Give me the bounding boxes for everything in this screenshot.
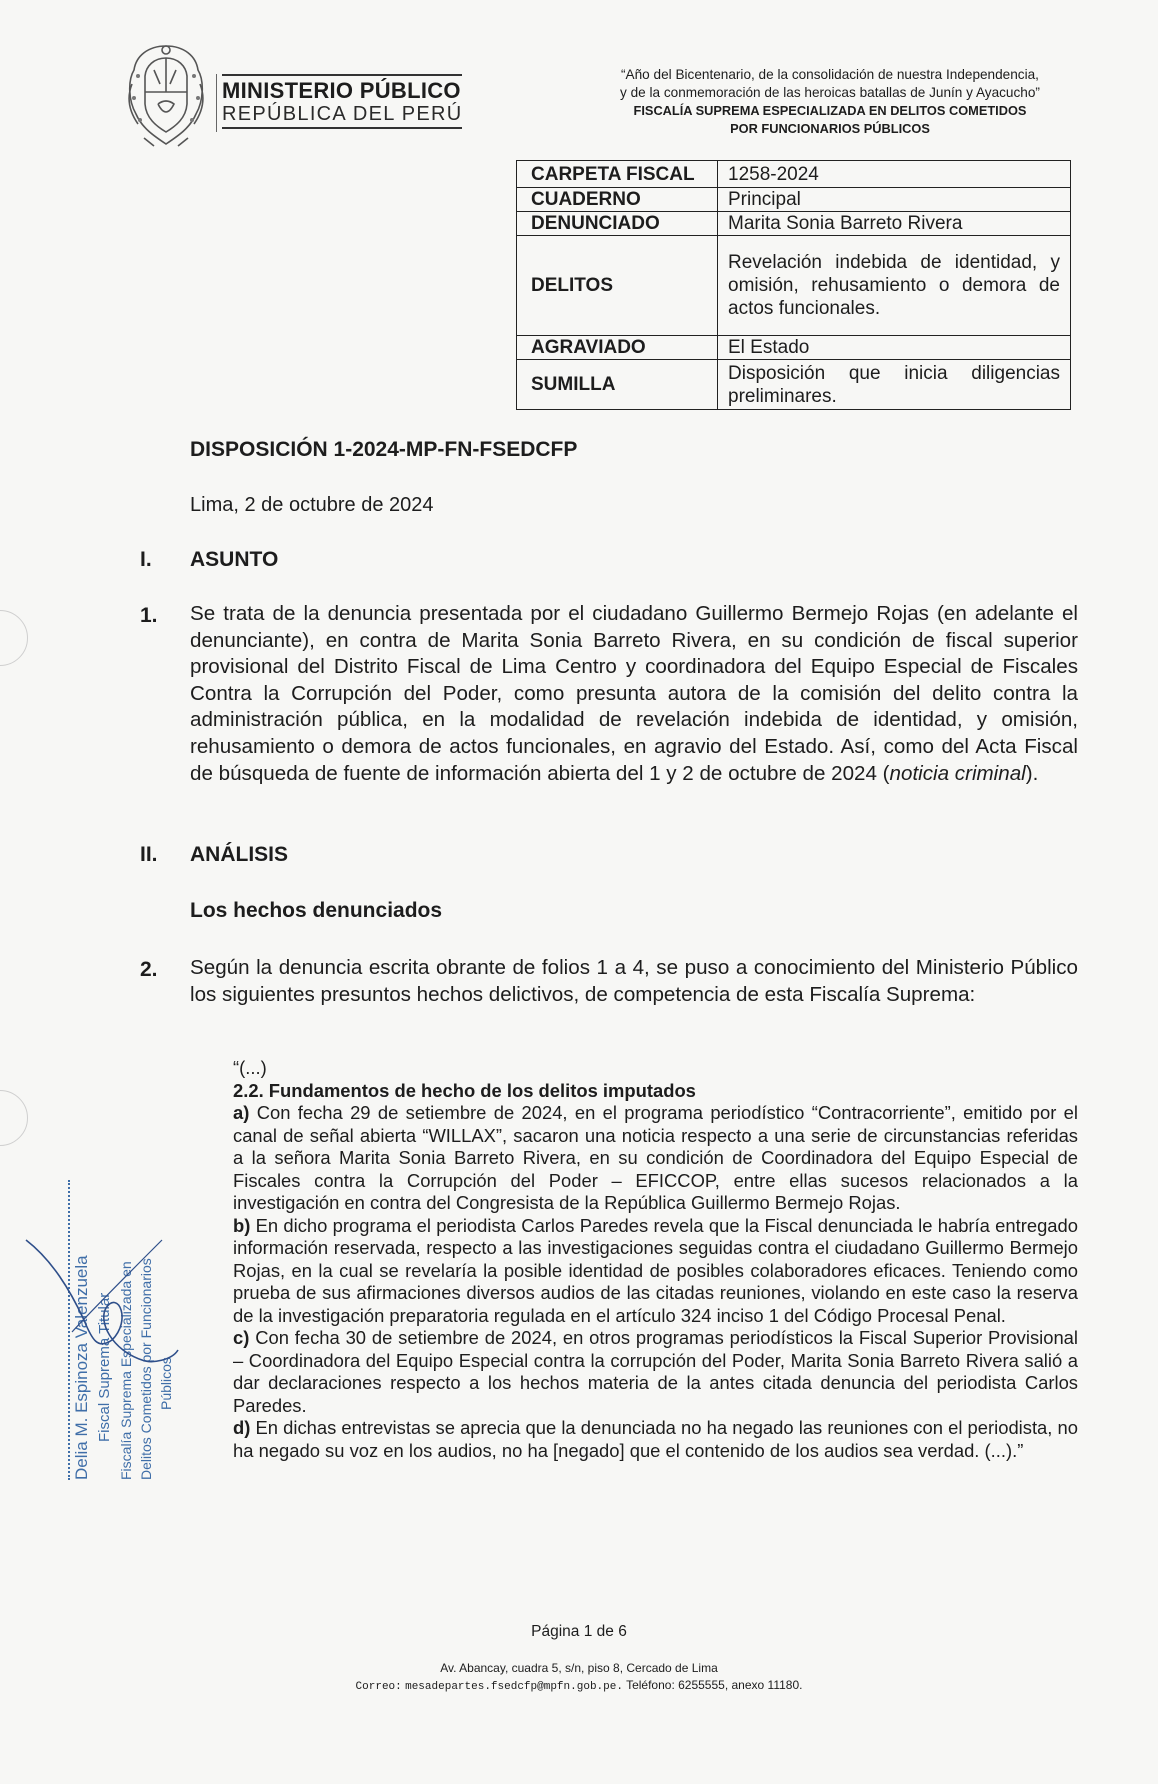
ministry-name: MINISTERIO PÚBLICO <box>222 78 461 103</box>
quote-item-label: d) <box>233 1417 251 1438</box>
quote-item-d <box>233 1417 1078 1462</box>
footer-contact-label: Correo: <box>355 1681 402 1693</box>
quoted-complaint <box>233 1057 1078 1462</box>
stamp-role: Fiscal Suprema Titular <box>96 1292 113 1442</box>
table-key: DELITOS <box>517 236 718 336</box>
table-key: CUADERNO <box>517 188 718 212</box>
quote-item-text: Con fecha 29 de setiembre de 2024, en el programa periodístico “Contracorriente”, emitido por el canal de señal abierta “WILLAX”, sacaron una noticia respecto a una serie de circunstancias referidas a la señora Marita Sonia Barreto Rivera, en su condición de Coordinadora del Equipo Especial de Fiscales contra la Corrupción del Poder – EFICCOP, entre ellas sucesos relacionados a la investigación en contra del Congresista de la República Guillermo Bermejo Rojas. <box>233 1102 1078 1213</box>
section-1-title: ASUNTO <box>190 548 279 571</box>
quote-item-c <box>233 1327 1078 1417</box>
table-key: AGRAVIADO <box>517 336 718 360</box>
table-row <box>517 360 1071 410</box>
paragraph-1-end: ). <box>1025 761 1039 785</box>
paragraph-1-number: 1. <box>140 604 158 627</box>
punch-hole-top <box>0 610 28 666</box>
header-motto <box>570 66 1090 138</box>
table-value: Marita Sonia Barreto Rivera <box>718 212 1071 236</box>
quote-item-label: b) <box>233 1214 251 1236</box>
footer-email: mesadepartes.fsedcfp@mpfn.gob.pe. <box>405 1681 623 1693</box>
table-row <box>517 236 1071 336</box>
table-value: Disposición que inicia diligencias preliminares. <box>718 360 1071 410</box>
quote-item-label: c) <box>233 1327 250 1348</box>
table-key: SUMILLA <box>517 360 718 410</box>
punch-hole-bottom <box>0 1090 28 1146</box>
paragraph-1-italic: noticia criminal <box>889 761 1026 785</box>
signature-icon <box>22 1200 182 1380</box>
quote-item-b <box>233 1215 1078 1328</box>
paragraph-2-number: 2. <box>140 958 158 981</box>
table-value: Principal <box>718 188 1071 212</box>
footer-address: Av. Abancay, cuadra 5, s/n, piso 8, Cercado de Lima <box>440 1661 718 1675</box>
office-line-1: FISCALÍA SUPREMA ESPECIALIZADA EN DELITOS COMETIDOS <box>633 103 1027 118</box>
subheading: Los hechos denunciados <box>190 899 443 922</box>
table-row <box>517 212 1071 236</box>
ministry-country: REPÚBLICA DEL PERÚ <box>222 103 463 125</box>
place-date: Lima, 2 de octubre de 2024 <box>190 494 434 516</box>
motto-line-2: y de la conmemoración de las heroicas batallas de Junín y Ayacucho” <box>620 85 1040 100</box>
motto-line-1: “Año del Bicentenario, de la consolidación de nuestra Independencia, <box>621 67 1039 82</box>
footer-address-block <box>0 1660 1158 1696</box>
quote-open: “(...) <box>233 1057 267 1078</box>
table-key: CARPETA FISCAL <box>517 161 718 188</box>
section-2-title: ANÁLISIS <box>190 843 289 866</box>
disposition-title: DISPOSICIÓN 1-2024-MP-FN-FSEDCFP <box>190 438 578 461</box>
ministry-seal-icon <box>118 40 214 152</box>
stamp-office-3: Públicos <box>158 1357 174 1410</box>
stamp-office-1: Fiscalía Suprema Especializada en <box>118 1261 134 1480</box>
official-stamp <box>62 1180 192 1480</box>
paragraph-2: Según la denuncia escrita obrante de folios 1 a 4, se puso a conocimiento del Ministerio Público los siguientes presuntos hechos delictivos, de competencia de esta Fiscalía Suprema: <box>190 956 1078 1006</box>
footer-contact <box>0 1677 1158 1696</box>
table-value: El Estado <box>718 336 1071 360</box>
table-key: DENUNCIADO <box>517 212 718 236</box>
ministry-block <box>222 74 472 129</box>
paragraph-1 <box>190 601 1078 787</box>
table-row <box>517 336 1071 360</box>
section-1-numeral: I. <box>140 548 152 571</box>
quote-item-label: a) <box>233 1102 250 1123</box>
page-number: Página 1 de 6 <box>531 1623 627 1640</box>
quote-item-text: Con fecha 30 de setiembre de 2024, en otros programas periodísticos la Fiscal Superior Provisional – Coordinadora del Equipo Especial contra la corrupción del Poder, Marita Sonia Barreto Rivera salió a dar declaraciones respecto a los hechos materia de la antes citada denuncia del periodista Carlos Paredes. <box>233 1327 1078 1416</box>
section-2-numeral: II. <box>140 843 158 866</box>
quote-item-text: En dichas entrevistas se aprecia que la denunciada no ha negado las reuniones con el periodista, no ha negado su voz en los audios, no ha [negado] que el contenido de los audios sea verdad. (...).” <box>233 1417 1078 1461</box>
quote-heading: 2.2. Fundamentos de hecho de los delitos imputados <box>233 1079 696 1101</box>
table-row <box>517 161 1071 188</box>
table-value: Revelación indebida de identidad, y omisión, rehusamiento o demora de actos funcionales. <box>718 236 1071 336</box>
paragraph-1-text: Se trata de la denuncia presentada por el ciudadano Guillermo Bermejo Rojas (en adelante el denunciante), en contra de Marita Sonia Barreto Rivera, en su condición de fiscal superior provisional del Distrito Fiscal de Lima Centro y coordinadora del Equipo Especial de Fiscales Contra la Corrupción del Poder, como presunta autora de la comisión del delito contra la administración pública, en la modalidad de revelación indebida de identidad, y omisión, rehusamiento o demora de actos funcionales, en agravio del Estado. Así, como del Acta Fiscal de búsqueda de fuente de información abierta del 1 y 2 de octubre de 2024 ( <box>190 602 1078 785</box>
stamp-office-2: Delitos Cometidos por Funcionarios <box>138 1258 154 1480</box>
quote-item-text: En dicho programa el periodista Carlos Paredes revela que la Fiscal denunciada le habría entregado información reservada, respecto a las investigaciones seguidas contra el ciudadano Guillermo Bermejo Rojas, en la cual se revelaría la posible identidad de posibles colaboradores eficaces. Teniendo como prueba de sus afirmaciones diversos audios de las citadas reuniones, violando en este caso la reserva de la investigación preparatoria regulada en el artículo 324 inciso 1 del Código Procesal Penal. <box>233 1214 1078 1326</box>
table-row <box>517 188 1071 212</box>
stamp-name: Delia M. Espinoza Valenzuela <box>72 1255 91 1480</box>
office-line-2: POR FUNCIONARIOS PÚBLICOS <box>730 121 930 136</box>
case-table <box>516 160 1071 410</box>
quote-item-a <box>233 1102 1078 1215</box>
table-value: 1258-2024 <box>718 161 1071 188</box>
footer-phone: Teléfono: 6255555, anexo 11180. <box>626 1678 803 1692</box>
